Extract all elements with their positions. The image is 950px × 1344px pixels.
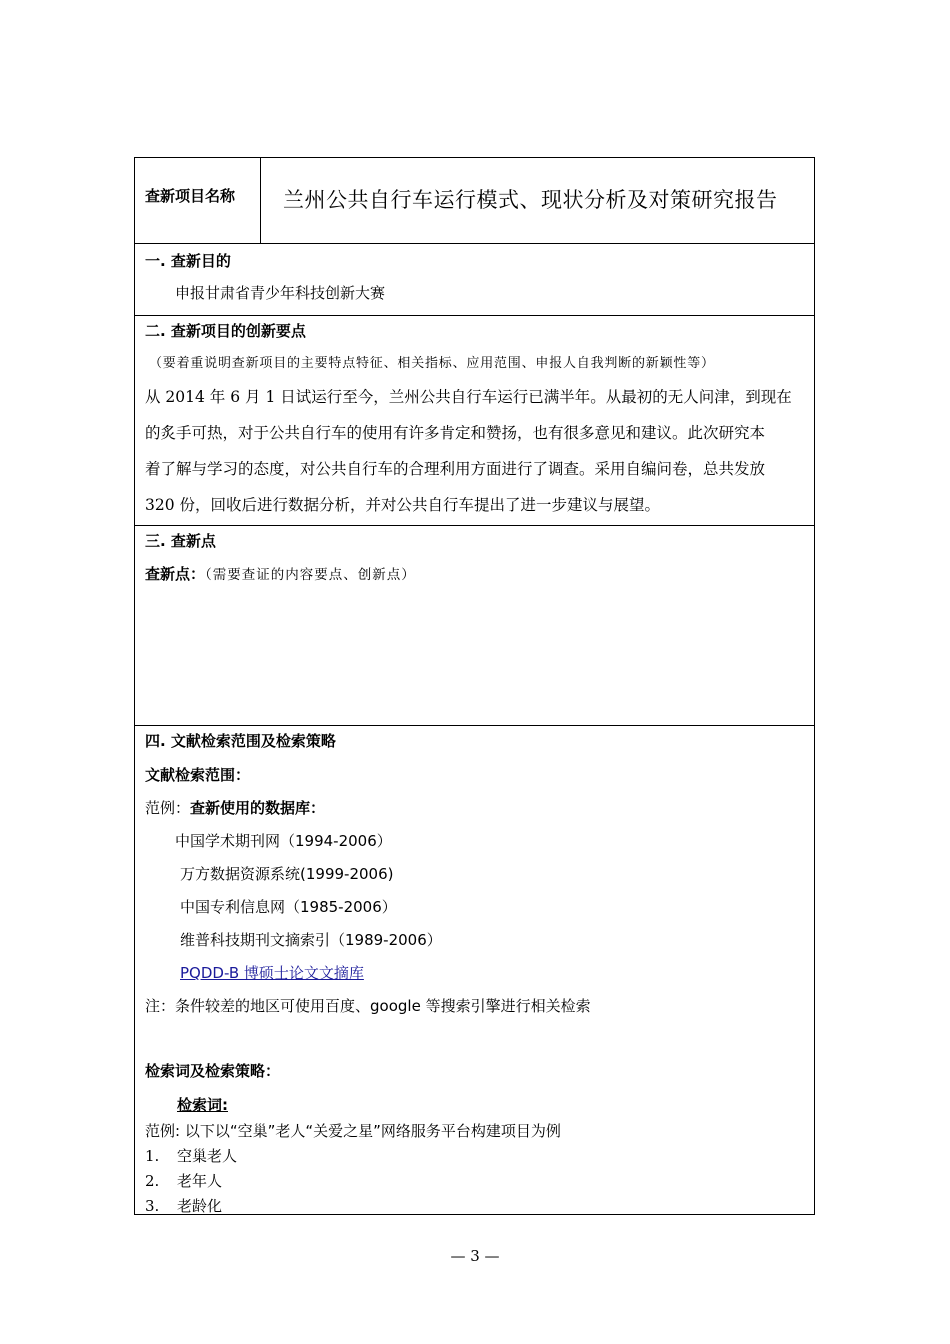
keyword-number: 3. [145,1197,160,1215]
project-name-label: 查新项目名称 [135,158,261,243]
pqdd-database-link[interactable]: PQDD-B 博硕士论文文摘库 [180,964,364,982]
keyword-item [145,1145,237,1166]
scope-label: 文献检索范围： [145,766,251,784]
innovation-line: 从 2014 年 6 月 1 日试运行至今，兰州公共自行车运行已满半年。从最初的无人问津，到现在 [145,388,792,406]
innovation-hint: （要着重说明查新项目的主要特点特征、相关指标、应用范围、申报人自我判断的新颖性等） [149,356,715,371]
section-purpose [135,244,814,316]
keyword-text: 老年人 [177,1172,223,1190]
section-heading: 四. 文献检索范围及检索策略 [145,732,336,750]
purpose-text: 申报甘肃省青少年科技创新大赛 [175,284,386,302]
novelty-points-label: 查新点： [145,565,206,583]
innovation-line: 的炙手可热，对于公共自行车的使用有许多肯定和赞扬，也有很多意见和建议。此次研究本 [145,424,766,442]
database-item: 中国学术期刊网（1994-2006） [175,832,392,850]
keywords-example: 范例: 以下以“空巢”老人“关爱之星”网络服务平台构建项目为例 [145,1122,561,1140]
keyword-text: 空巢老人 [177,1147,238,1165]
database-item: 维普科技期刊文摘索引（1989-2006） [180,931,442,949]
keyword-number: 2. [145,1172,160,1190]
keywords-label: 检索词: [177,1096,228,1114]
search-engine-note: 注：条件较差的地区可使用百度、google 等搜索引擎进行相关检索 [145,997,591,1015]
database-intro [145,797,325,818]
keyword-number: 1. [145,1147,160,1165]
keyword-item [145,1170,222,1191]
database-item: 中国专利信息网（1985-2006） [180,898,397,916]
novelty-points-field [145,563,416,584]
strategy-label: 检索词及检索策略： [145,1062,281,1080]
section-heading: 一. 查新目的 [145,252,231,270]
section-novelty-points [135,526,814,726]
innovation-line: 着了解与学习的态度，对公共自行车的合理利用方面进行了调查。采用自编问卷，总共发放 [145,460,766,478]
section-innovation [135,316,814,526]
section-literature-search [135,726,814,1214]
section-heading: 三. 查新点 [145,532,216,550]
database-label: 查新使用的数据库： [190,799,326,817]
section-heading: 二. 查新项目的创新要点 [145,322,306,340]
innovation-line: 320 份，回收后进行数据分析，并对公共自行车提出了进一步建议与展望。 [145,496,661,514]
project-title: 兰州公共自行车运行模式、现状分析及对策研究报告 [283,188,778,212]
project-name-row [135,158,814,244]
example-prefix: 范例： [145,799,191,817]
novelty-search-form [134,157,815,1215]
database-item: 万方数据资源系统(1999-2006) [180,865,394,883]
keyword-item [145,1195,222,1216]
keyword-text: 老龄化 [177,1197,223,1215]
page-number: — 3 — [450,1247,500,1265]
novelty-points-hint: （需要查证的内容要点、创新点） [205,567,416,583]
